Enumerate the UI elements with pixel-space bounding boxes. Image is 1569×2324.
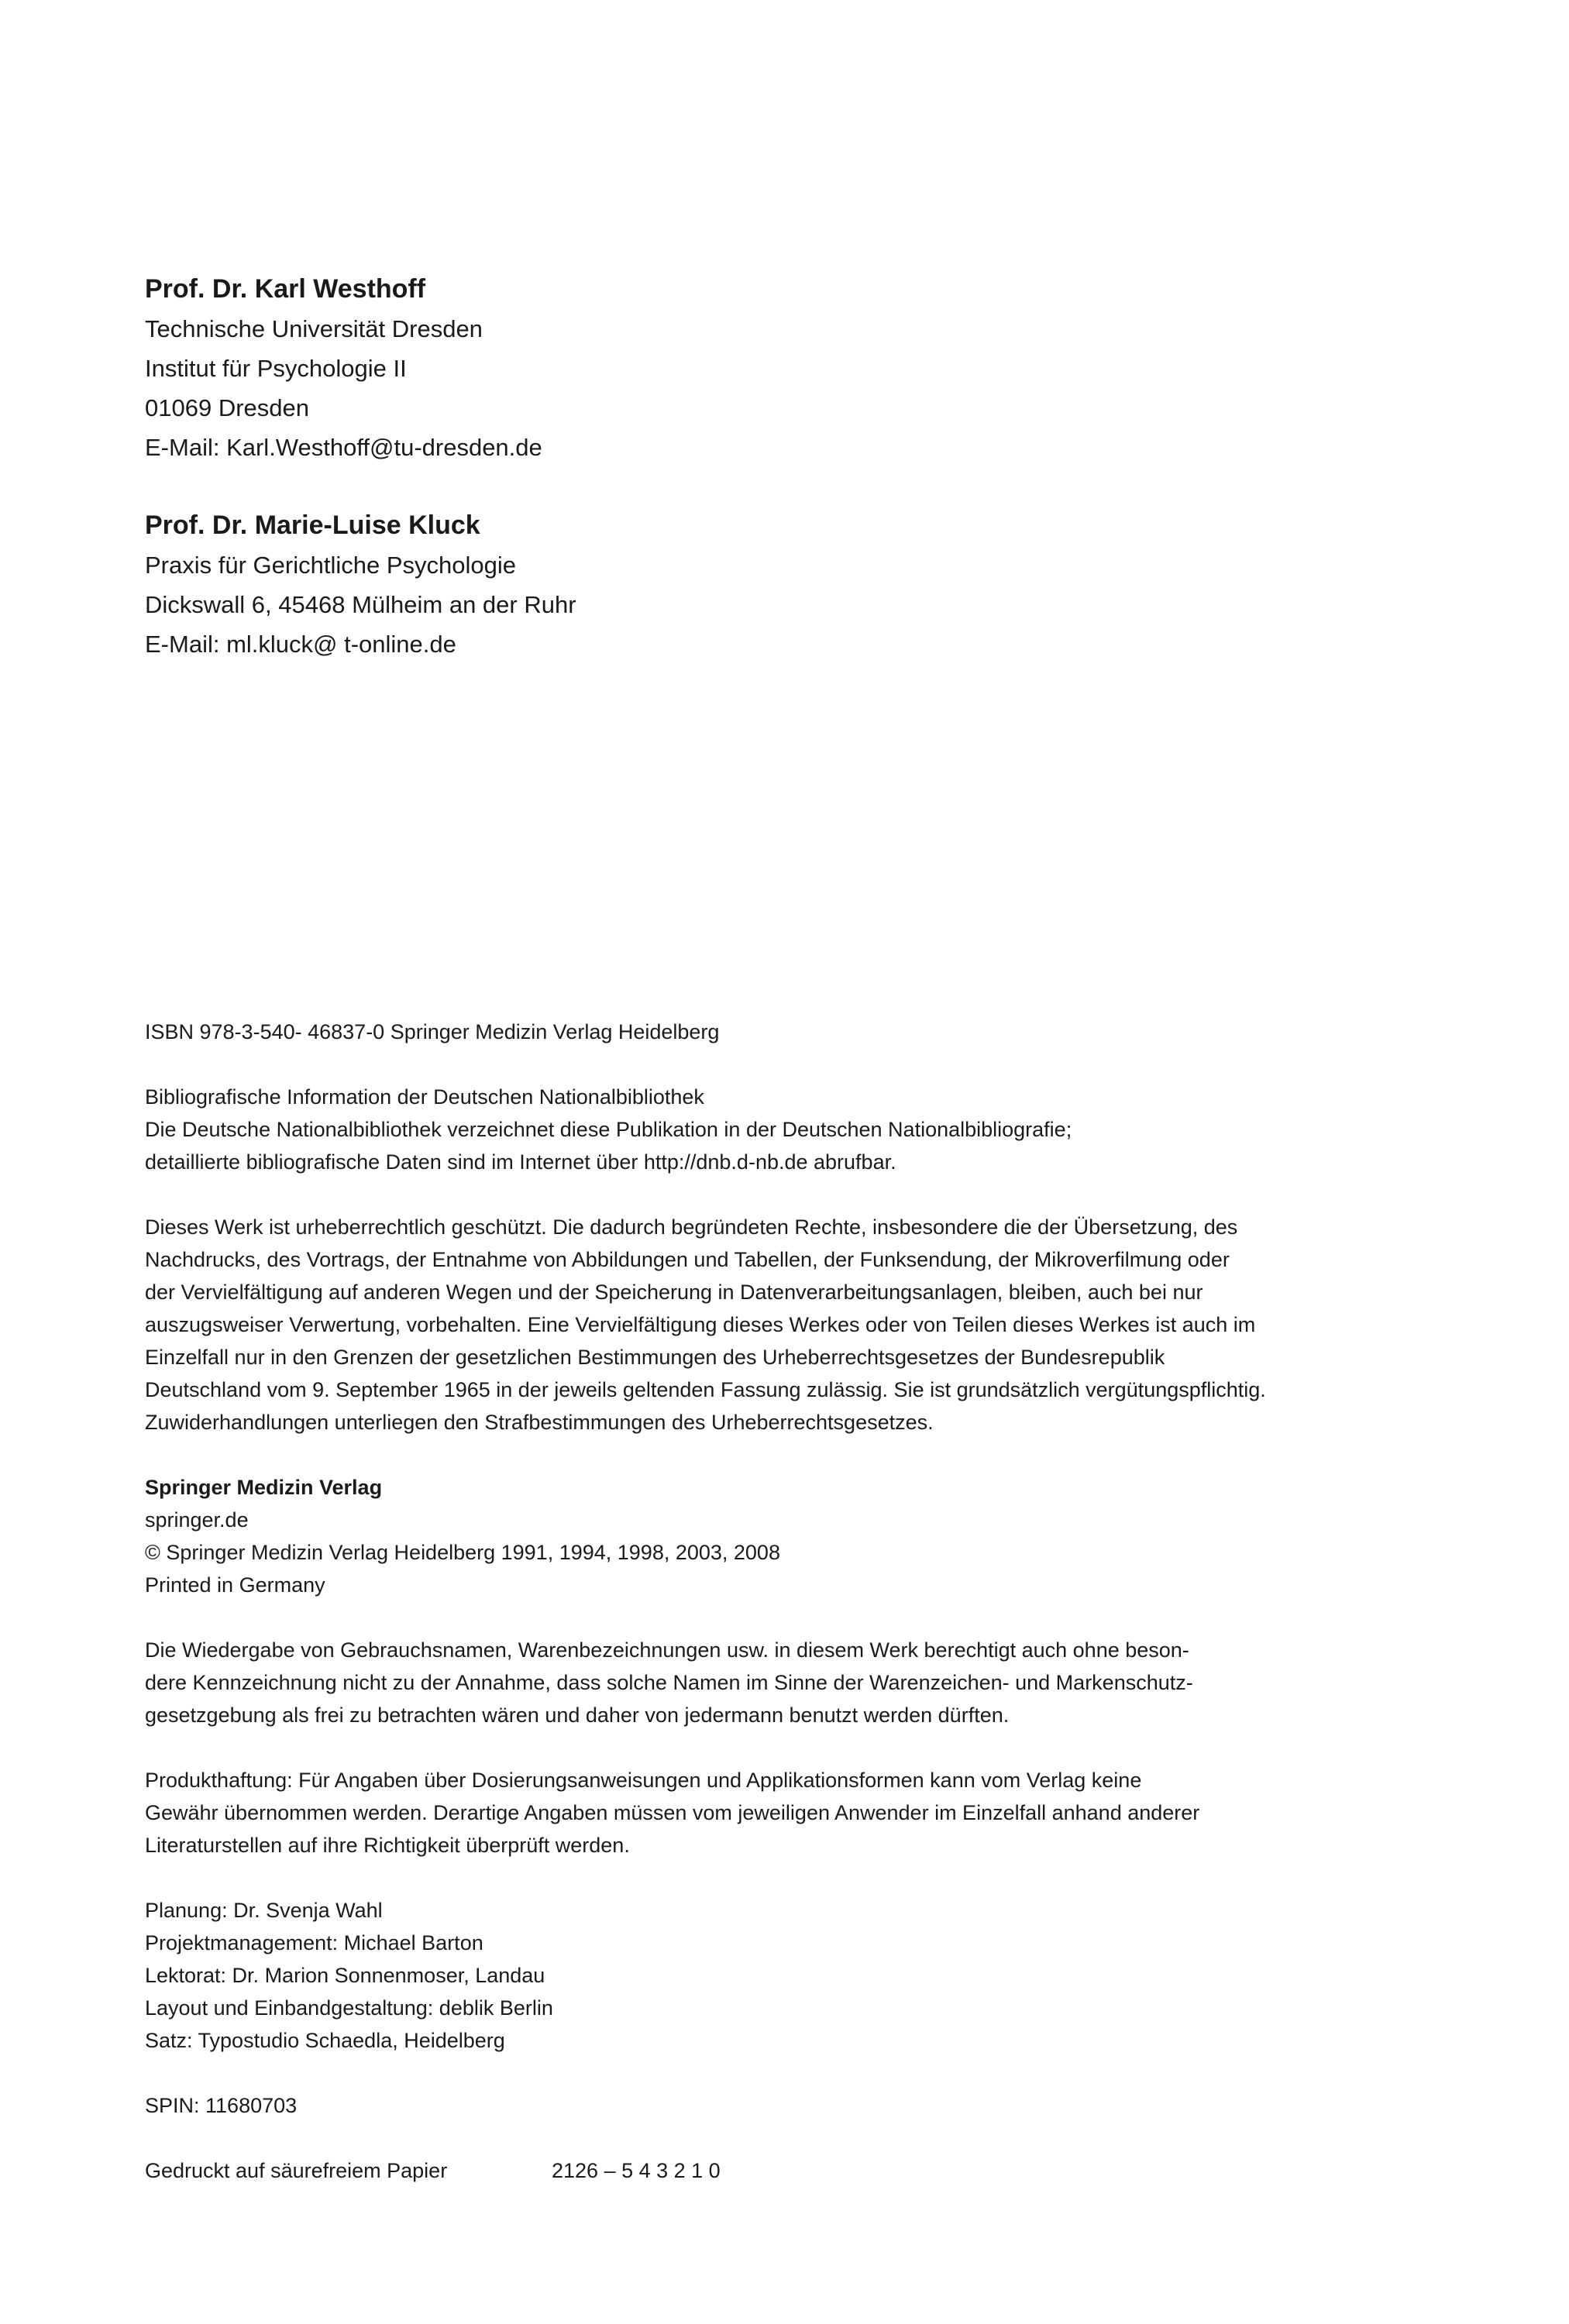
spin-paragraph [145,2089,1423,2122]
text-line: detaillierte bibliografische Daten sind im Internet über http://dnb.d-nb.de abrufbar. [145,1150,896,1174]
author-block-kluck [145,506,1230,664]
text-line: gesetzgebung als frei zu betrachten wären und daher von jedermann benutzt werden dürften. [145,1703,1010,1727]
bibliographic-paragraph [145,1081,1423,1178]
spin-number: SPIN: 11680703 [145,2094,298,2117]
credit-line: Planung: Dr. Svenja Wahl [145,1899,383,1922]
publisher-name: Springer Medizin Verlag [145,1476,383,1499]
text-line: auszugsweiser Verwertung, vorbehalten. Eine Vervielfältigung dieses Werkes oder von Teilen dieses Werkes ist auch im [145,1313,1256,1336]
author-city: 01069 Dresden [145,394,309,421]
copyright-line: © Springer Medizin Verlag Heidelberg 1991, 1994, 1998, 2003, 2008 [145,1541,780,1564]
text-line: der Vervielfältigung auf anderen Wegen und der Speicherung in Datenverarbeitungsanlagen, bleiben, auch bei nur [145,1281,1203,1304]
trademark-paragraph [145,1634,1423,1731]
publisher-website: springer.de [145,1508,249,1532]
author-email: E-Mail: Karl.Westhoff@tu-dresden.de [145,434,542,461]
text-line: Literaturstellen auf ihre Richtigkeit überprüft werden. [145,1834,630,1857]
author-name: Prof. Dr. Marie-Luise Kluck [145,511,480,540]
text-line: Produkthaftung: Für Angaben über Dosierungsanweisungen und Applikationsformen kann vom Verlag keine [145,1769,1142,1792]
author-block-westhoff [145,270,1230,467]
printed-in-line: Printed in Germany [145,1573,325,1597]
author-affiliation: Praxis für Gerichtliche Psychologie [145,552,516,579]
isbn-line: ISBN 978-3-540- 46837-0 Springer Medizin Verlag Heidelberg [145,1020,720,1043]
author-address: Dickswall 6, 45468 Mülheim an der Ruhr [145,591,576,618]
author-affiliation: Technische Universität Dresden [145,315,483,342]
credit-line: Projektmanagement: Michael Barton [145,1931,483,1954]
credits-paragraph [145,1894,1423,2057]
copyright-paragraph [145,1211,1423,1439]
text-line: Die Wiedergabe von Gebrauchsnamen, Warenbezeichnungen usw. in diesem Werk berechtigt auch ohne beson- [145,1638,1189,1662]
credit-line: Lektorat: Dr. Marion Sonnenmoser, Landau [145,1964,545,1987]
text-line: Bibliografische Information der Deutschen Nationalbibliothek [145,1085,704,1109]
print-code: 2126 – 5 4 3 2 1 0 [552,2159,721,2182]
credit-line: Layout und Einbandgestaltung: deblik Berlin [145,1996,553,2020]
credit-line: Satz: Typostudio Schaedla, Heidelberg [145,2029,505,2052]
text-line: Deutschland vom 9. September 1965 in der jeweils geltenden Fassung zulässig. Sie ist grundsätzlich vergütungspflichtig. [145,1378,1266,1401]
text-line: dere Kennzeichnung nicht zu der Annahme, dass solche Namen im Sinne der Warenzeichen- und Markenschutz- [145,1671,1193,1694]
isbn-paragraph [145,1016,1423,1048]
paper-note: Gedruckt auf säurefreiem Papier [145,2159,448,2182]
author-email: E-Mail: ml.kluck@ t-online.de [145,631,456,658]
print-info [145,2154,1423,2187]
author-addresses [145,270,1230,664]
text-line: Die Deutsche Nationalbibliothek verzeichnet diese Publikation in der Deutschen Nationalbibliografie; [145,1118,1072,1141]
text-line: Dieses Werk ist urheberrechtlich geschützt. Die dadurch begründeten Rechte, insbesondere die der Übersetzung, des [145,1215,1238,1239]
liability-paragraph [145,1764,1423,1862]
author-department: Institut für Psychologie II [145,355,407,382]
author-name: Prof. Dr. Karl Westhoff [145,274,426,304]
publisher-paragraph [145,1471,1423,1601]
text-line: Nachdrucks, des Vortrags, der Entnahme von Abbildungen und Tabellen, der Funksendung, der Mikroverfilmung oder [145,1248,1230,1271]
text-line: Gewähr übernommen werden. Derartige Angaben müssen vom jeweiligen Anwender im Einzelfall anhand anderer [145,1801,1200,1824]
text-line: Zuwiderhandlungen unterliegen den Strafbestimmungen des Urheberrechtsgesetzes. [145,1411,934,1434]
imprint-section [145,1016,1423,2187]
text-line: Einzelfall nur in den Grenzen der gesetzlichen Bestimmungen des Urheberrechtsgesetzes der Bundesrepublik [145,1346,1165,1369]
